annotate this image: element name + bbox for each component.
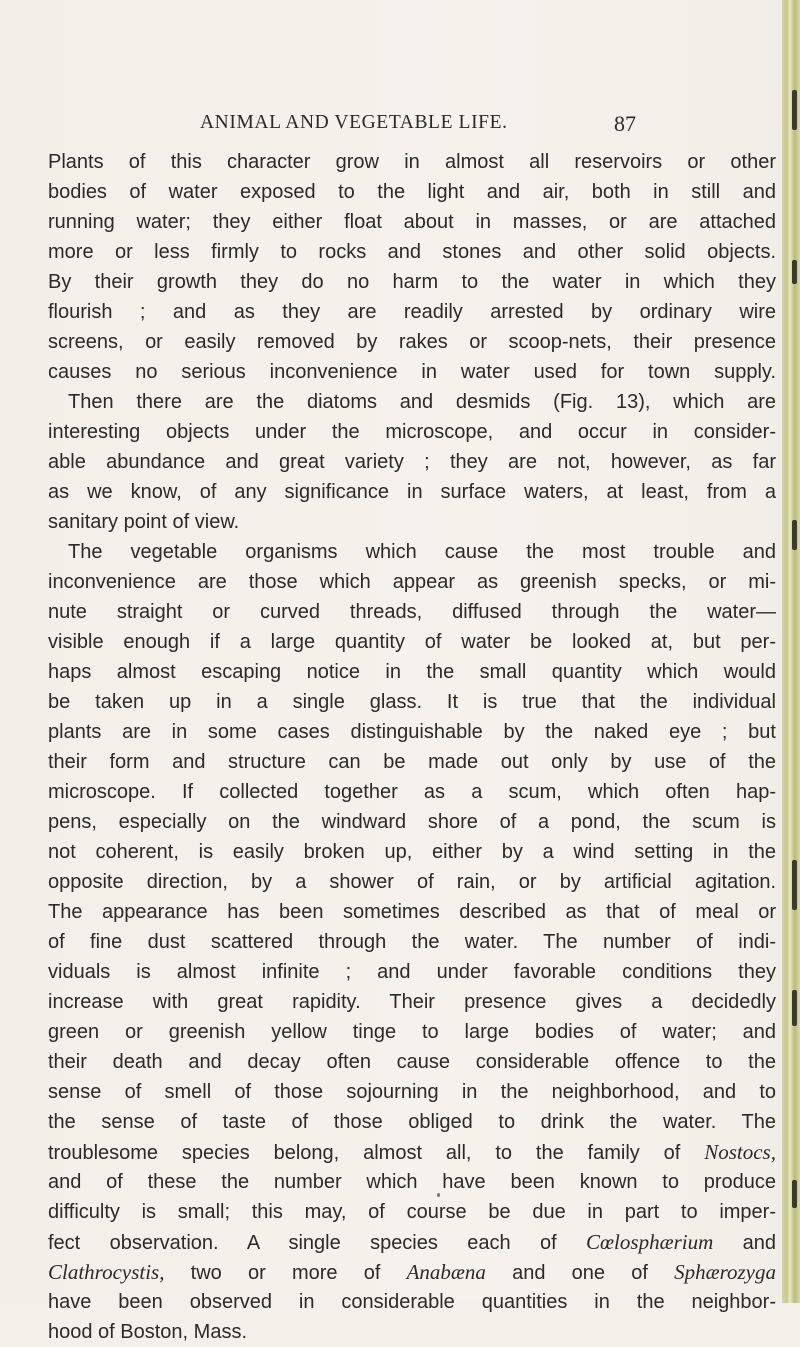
text-line: inconvenience are those which appear as greenish specks, or mi- [48, 571, 776, 593]
text-line: Then there are the diatoms and desmids (Fig. 13), which are [68, 391, 776, 413]
italic-term: Cœlosphærium [586, 1230, 714, 1254]
binding-mark [792, 990, 797, 1026]
italic-term: Anabæna [406, 1260, 486, 1284]
running-title: ANIMAL AND VEGETABLE LIFE. [200, 112, 508, 133]
text-line: visible enough if a large quantity of water be looked at, but per- [48, 631, 776, 653]
italic-term: Sphærozyga [674, 1260, 776, 1284]
text-line: sanitary point of view. [48, 511, 240, 533]
text-line: and of these the number which have been known to produce [48, 1171, 776, 1193]
binding-mark [792, 520, 797, 550]
text-line: The vegetable organisms which cause the most trouble and [68, 541, 776, 563]
text-line: By their growth they do no harm to the water in which they [48, 271, 776, 293]
text-line: causes no serious inconvenience in water used for town supply. [48, 361, 776, 383]
italic-term: Nostocs, [704, 1140, 776, 1164]
text-line: more or less firmly to rocks and stones and other solid objects. [48, 241, 776, 263]
text-line [48, 1227, 776, 1257]
text-line: interesting objects under the microscope, and occur in consider- [48, 421, 776, 443]
text-line: have been observed in considerable quantities in the neighbor- [48, 1291, 776, 1313]
text-line: their form and structure can be made out only by use of the [48, 751, 776, 773]
text-line: be taken up in a single glass. It is true that the individual [48, 691, 776, 713]
italic-term: Clathrocystis, [48, 1260, 165, 1284]
text-line: viduals is almost infinite ; and under favorable conditions they [48, 961, 776, 983]
text-line: nute straight or curved threads, diffused through the water— [48, 601, 776, 623]
text-line: hood of Boston, Mass. [48, 1321, 248, 1343]
text-line: opposite direction, by a shower of rain, or by artificial agitation. [48, 871, 776, 893]
text-line: green or greenish yellow tinge to large bodies of water; and [48, 1021, 776, 1043]
ink-speck [437, 1193, 440, 1197]
text-line: the sense of taste of those obliged to drink the water. The [48, 1111, 776, 1133]
text-line: able abundance and great variety ; they are not, however, as far [48, 451, 776, 473]
text-fragment: and [742, 1232, 776, 1254]
binding-mark [792, 1180, 797, 1208]
text-line: haps almost escaping notice in the small quantity which would [48, 661, 776, 683]
running-header [0, 112, 780, 140]
text-line: as we know, of any significance in surface waters, at least, from a [48, 481, 776, 503]
text-line: not coherent, is easily broken up, either by a wind setting in the [48, 841, 776, 863]
page-edge-binding [782, 0, 800, 1303]
text-fragment: and one of [512, 1262, 648, 1284]
text-line: microscope. If collected together as a scum, which often hap- [48, 781, 776, 803]
binding-mark [792, 860, 797, 910]
binding-mark [792, 90, 797, 130]
text-line: pens, especially on the windward shore of a pond, the scum is [48, 811, 776, 833]
text-line [48, 1257, 776, 1287]
page-number: 87 [614, 111, 636, 136]
binding-mark [792, 260, 797, 284]
text-line [48, 1137, 776, 1167]
text-line: The appearance has been sometimes described as that of meal or [48, 901, 776, 923]
text-line: their death and decay often cause considerable offence to the [48, 1051, 776, 1073]
text-line: sense of smell of those sojourning in the neighborhood, and to [48, 1081, 776, 1103]
text-line: bodies of water exposed to the light and air, both in still and [48, 181, 776, 203]
text-line: plants are in some cases distinguishable by the naked eye ; but [48, 721, 776, 743]
text-line: screens, or easily removed by rakes or scoop-nets, their presence [48, 331, 776, 353]
text-line: increase with great rapidity. Their presence gives a decidedly [48, 991, 776, 1013]
text-line: difficulty is small; this may, of course be due in part to imper- [48, 1201, 776, 1223]
body-text [48, 147, 776, 1347]
text-line: Plants of this character grow in almost all reservoirs or other [48, 151, 776, 173]
text-line: flourish ; and as they are readily arrested by ordinary wire [48, 301, 776, 323]
text-fragment: troublesome species belong, almost all, to the family of [48, 1142, 681, 1164]
text-line: running water; they either float about in masses, or are attached [48, 211, 776, 233]
text-line: of fine dust scattered through the water. The number of indi- [48, 931, 776, 953]
text-fragment: two or more of [190, 1262, 381, 1284]
text-fragment: fect observation. A single species each of [48, 1232, 557, 1254]
